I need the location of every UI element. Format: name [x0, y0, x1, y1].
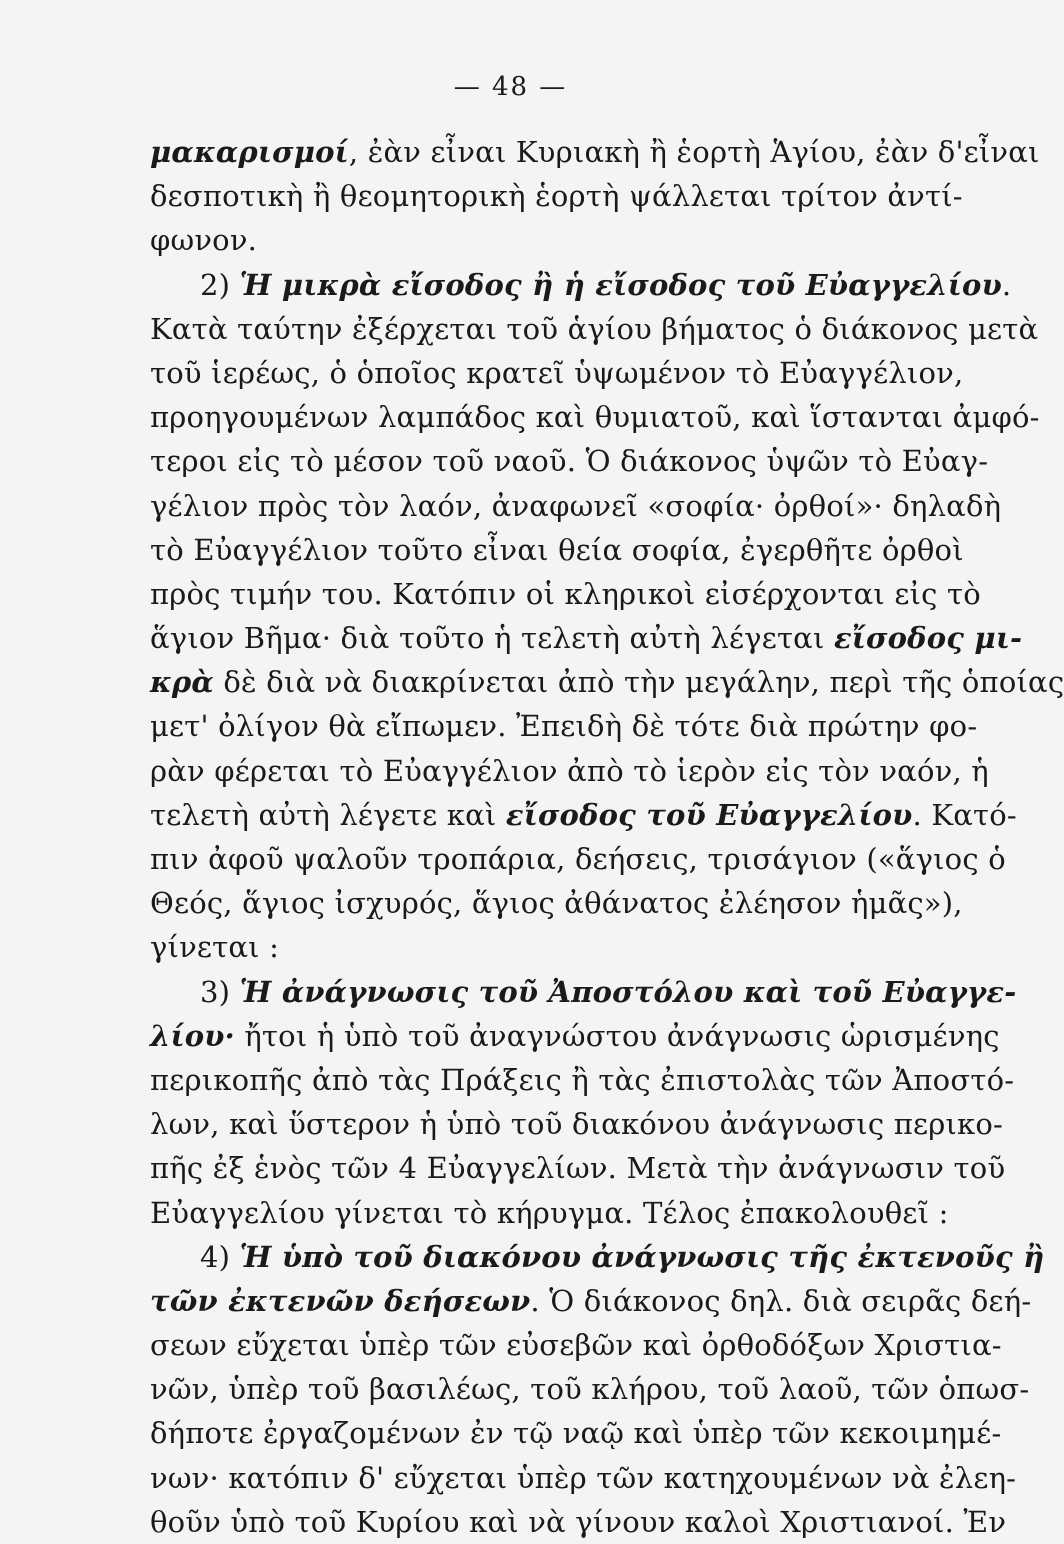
text-line — [150, 1367, 1030, 1411]
text-line — [150, 439, 1020, 483]
text-line — [150, 218, 1020, 262]
text-run: ἤτοι ἡ ὑπὸ τοῦ ἀναγνώστου ἀνάγνωσις ὡρισμένης — [234, 1018, 1000, 1053]
page-text-body — [150, 130, 1064, 1544]
text-run: πρὸς τιμήν του. Κατόπιν οἱ κληρικοὶ εἰσέρχονται εἰς τὸ — [150, 576, 981, 611]
text-run: Εὐαγγελίου γίνεται τὸ κήρυγμα. Τέλος ἐπακολουθεῖ : — [150, 1195, 949, 1230]
emphasized-text: Ἡ ἀνάγνωσις τοῦ Ἀποστόλου καὶ τοῦ Εὐαγγε- — [239, 974, 1017, 1009]
text-run: ρὰν φέρεται τὸ Εὐαγγέλιον ἀπὸ τὸ ἱερὸν εἰς τὸν ναόν, ἡ — [150, 753, 989, 788]
text-line — [150, 307, 1039, 351]
text-run: , ἐὰν εἶναι Κυριακὴ ἢ ἑορτὴ Ἁγίου, ἐὰν δ'εἶναι — [348, 135, 1040, 169]
text-run: ἅγιον Βῆμα· διὰ τοῦτο ἡ τελετὴ αὐτὴ λέγεται — [150, 621, 834, 656]
text-line — [150, 1146, 1020, 1190]
text-line — [150, 1102, 1020, 1146]
text-line — [150, 1191, 1020, 1235]
text-run: μετ' ὀλίγον θὰ εἴπωμεν. Ἐπειδὴ δὲ τότε διὰ πρώτην φο- — [150, 709, 978, 744]
text-run: 4) — [200, 1239, 240, 1274]
text-run: σεων εὔχεται ὑπὲρ τῶν εὐσεβῶν καὶ ὀρθοδόξων Χριστια- — [150, 1328, 1002, 1363]
text-line — [150, 793, 1020, 837]
text-run: τεροι εἰς τὸ μέσον τοῦ ναοῦ. Ὁ διάκονος ὑψῶν τὸ Εὐαγ- — [150, 444, 989, 479]
text-line — [150, 925, 1020, 969]
text-run: τὸ Εὐαγγέλιον τοῦτο εἶναι θεία σοφία, ἐγερθῆτε ὀρθοὶ — [150, 532, 964, 567]
text-run: 2) — [200, 267, 240, 302]
text-line — [150, 616, 1023, 660]
text-run: δεσποτικὴ ἢ θεομητορικὴ ἑορτὴ ψάλλεται τρίτον ἀντί- — [150, 179, 963, 214]
text-line — [150, 484, 1020, 528]
text-run: λων, καὶ ὕστερον ἡ ὑπὸ τοῦ διακόνου ἀνάγνωσις περικο- — [150, 1107, 1004, 1142]
text-line — [150, 1058, 1020, 1102]
text-line — [150, 130, 1040, 174]
page-number: — 48 — — [453, 72, 568, 102]
text-line — [150, 1279, 1032, 1323]
emphasized-text: κρὰ — [150, 665, 214, 700]
text-run: 3) — [200, 974, 240, 1009]
text-line — [150, 395, 1040, 439]
text-run: δὲ διὰ νὰ διακρίνεται ἀπὸ τὴν μεγάλην, περὶ τῆς ὁποίας — [213, 665, 1064, 700]
text-line — [150, 1235, 1045, 1279]
text-line — [150, 837, 1020, 881]
text-run: γίνεται : — [150, 930, 280, 965]
text-line — [150, 660, 1064, 704]
text-line — [150, 970, 1020, 1014]
text-run: . Κατό- — [912, 797, 1017, 832]
text-run: φωνον. — [150, 223, 258, 258]
text-line — [150, 1014, 1020, 1058]
text-line — [150, 881, 1020, 925]
text-run: . — [1001, 267, 1012, 302]
text-line — [150, 1411, 1020, 1455]
text-line — [150, 174, 1020, 218]
text-run: νων· κατόπιν δ' εὔχεται ὑπὲρ τῶν κατηχουμένων νὰ ἐλεη- — [150, 1460, 1017, 1495]
text-line — [150, 1323, 1020, 1367]
text-run: νῶν, ὑπὲρ τοῦ βασιλέως, τοῦ κλήρου, τοῦ λαοῦ, τῶν ὁπωσ- — [150, 1372, 1030, 1407]
text-line — [150, 263, 1020, 307]
text-line — [150, 528, 1020, 572]
emphasized-text: εἴσοδος τοῦ Εὐαγγελίου — [505, 797, 913, 832]
emphasized-text: Ἡ μικρὰ εἴσοδος ἢ ἡ εἴσοδος τοῦ Εὐαγγελίου — [239, 267, 1002, 302]
text-run: τελετὴ αὐτὴ λέγετε καὶ — [150, 797, 506, 832]
emphasized-text: Ἡ ὑπὸ τοῦ διακόνου ἀνάγνωσις τῆς ἐκτενοῦς ἢ — [239, 1239, 1045, 1274]
text-run: θοῦν ὑπὸ τοῦ Κυρίου καὶ νὰ γίνουν καλοὶ Χριστιανοί. Ἐν — [150, 1504, 1007, 1539]
text-line — [150, 1500, 1020, 1544]
text-line — [150, 704, 1020, 748]
text-run: δήποτε ἐργαζομένων ἐν τῷ ναῷ καὶ ὑπὲρ τῶν κεκοιμημέ- — [150, 1416, 1002, 1451]
text-run: περικοπῆς ἀπὸ τὰς Πράξεις ἢ τὰς ἐπιστολὰς τῶν Ἀποστό- — [150, 1062, 1015, 1097]
text-run: τοῦ ἱερέως, ὁ ὁποῖος κρατεῖ ὑψωμένον τὸ Εὐαγγέλιον, — [150, 355, 964, 390]
text-run: γέλιον πρὸς τὸν λαόν, ἀναφωνεῖ «σοφία· ὀρθοί»· δηλαδὴ — [150, 488, 1002, 523]
text-run: πιν ἀφοῦ ψαλοῦν τροπάρια, δεήσεις, τρισάγιον («ἅγιος ὁ — [150, 842, 1006, 876]
text-run: Κατὰ ταύτην ἐξέρχεται τοῦ ἁγίου βήματος ὁ διάκονος μετὰ — [150, 311, 1039, 346]
text-run: . Ὁ διάκονος δηλ. διὰ σειρᾶς δεή- — [530, 1283, 1032, 1318]
text-run: πῆς ἐξ ἑνὸς τῶν 4 Εὐαγγελίων. Μετὰ τὴν ἀνάγνωσιν τοῦ — [150, 1151, 1006, 1186]
text-line — [150, 351, 1020, 395]
text-line — [150, 572, 1020, 616]
emphasized-text: εἴσοδος μι- — [833, 621, 1023, 656]
text-run: Θεός, ἅγιος ἰσχυρός, ἅγιος ἀθάνατος ἐλέησον ἡμᾶς»), — [150, 886, 963, 921]
text-run: προηγουμένων λαμπάδος καὶ θυμιατοῦ, καὶ ἵστανται ἀμφό- — [150, 400, 1040, 435]
emphasized-text: τῶν ἐκτενῶν δεήσεων — [150, 1283, 531, 1318]
text-line — [150, 1456, 1020, 1500]
emphasized-text: μακαρισμοί — [150, 135, 349, 169]
text-line — [150, 749, 1020, 793]
emphasized-text: λίου· — [150, 1018, 235, 1053]
